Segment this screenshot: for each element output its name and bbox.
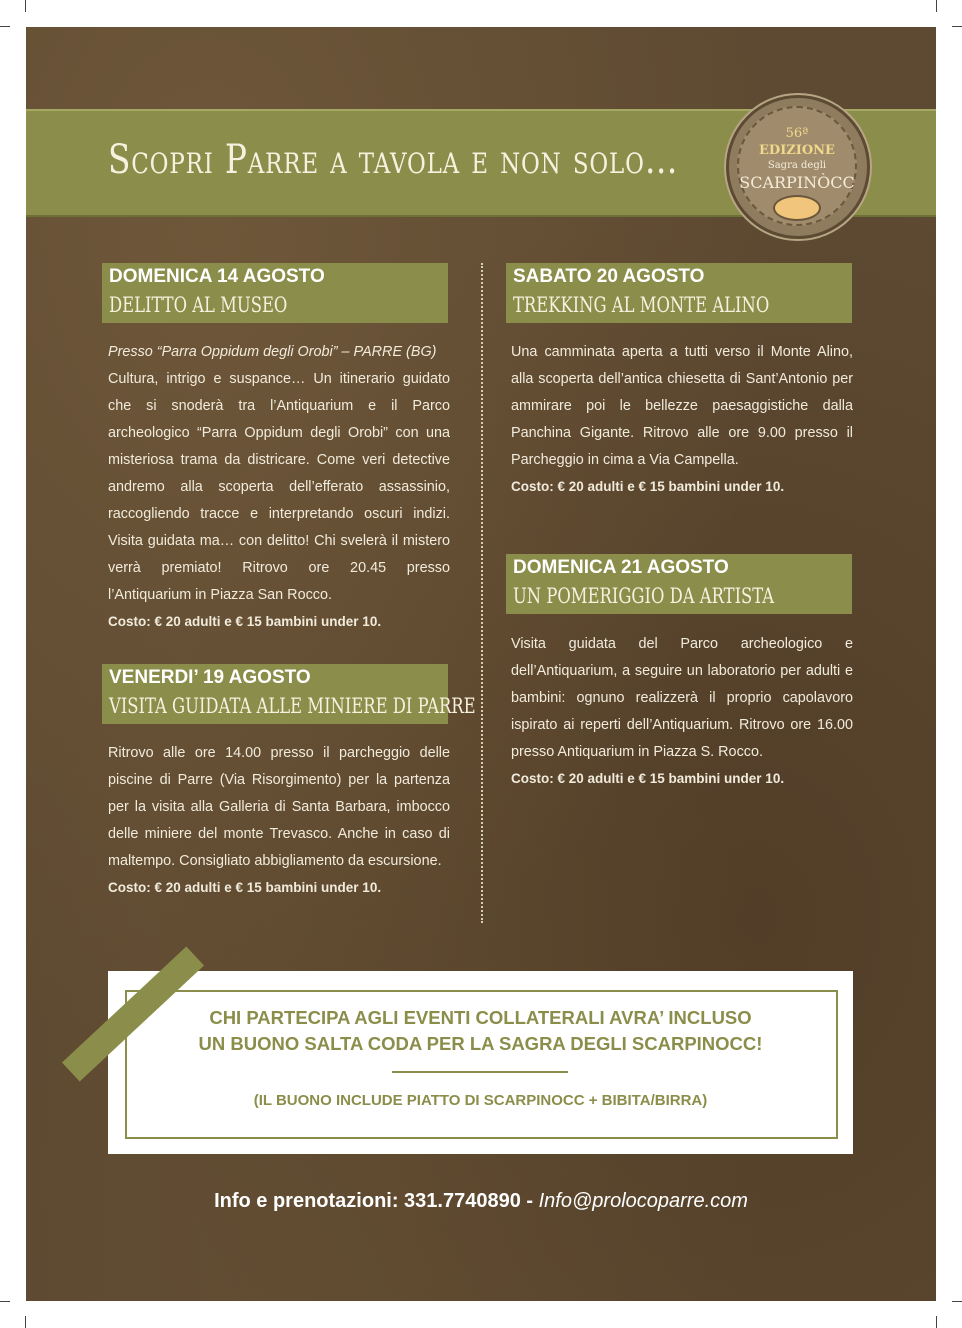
event-cost: Costo: € 20 adulti e € 15 bambini under 10.	[511, 771, 785, 786]
badge-inner-ring	[737, 106, 857, 226]
event-date: DOMENICA 14 AGOSTO	[109, 266, 325, 287]
event-location: Presso “Parra Oppidum degli Orobi” – PARRE (BG)	[108, 344, 437, 360]
crop-mark	[952, 26, 962, 27]
info-box	[108, 971, 853, 1154]
event-body-14-agosto	[108, 339, 450, 635]
event-description: Visita guidata del Parco archeologico e dell’Antiquarium, a seguire un laboratorio per adulti e bambini: ognuno realizzerà il proprio capolavoro ispirato ai reperti dell’Antiquarium. Ritrovo ore 16.00 presso Antiquarium in Piazza S. Rocco.	[511, 636, 853, 760]
badge-sagra-label: Sagra degli	[767, 160, 827, 171]
page-title: Scopri Parre a tavola e non solo…	[108, 137, 679, 183]
crop-mark	[0, 26, 10, 27]
crop-mark	[25, 1316, 26, 1328]
crop-mark	[25, 0, 26, 12]
crop-mark	[952, 1301, 962, 1302]
crop-mark	[936, 1316, 937, 1328]
info-box-divider	[392, 1071, 568, 1073]
event-body-21-agosto	[511, 631, 853, 792]
event-title: UN POMERIGGIO DA ARTISTA	[513, 584, 775, 608]
badge-name: SCARPINÒCC	[739, 173, 855, 192]
event-description: Cultura, intrigo e suspance… Un itinerario guidato che si snoderà tra l’Antiquarium e il Parco archeologico “Parra Oppidum degli Orobi” con una misteriosa trama da districare. Come veri detective andremo alla scoperta dell’efferato assassinio, raccogliendo tracce e interpretando oscuri indizi. Visita guidata ma… con delitto! Chi svelerà il mistero verrà premiato! Ritrovo ore 20.45 presso l’Antiquarium in Piazza San Rocco.	[108, 371, 450, 603]
event-header-19-agosto	[102, 664, 476, 724]
event-cost: Costo: € 20 adulti e € 15 bambini under 10.	[108, 880, 382, 895]
event-header-21-agosto	[506, 554, 852, 614]
event-title: TREKKING AL MONTE ALINO	[513, 293, 770, 317]
footer-label-phone: Info e prenotazioni: 331.7740890 -	[214, 1190, 534, 1212]
event-body-19-agosto	[108, 740, 450, 901]
badge-edition-number: 56ª	[785, 126, 809, 141]
info-box-line-1: CHI PARTECIPA AGLI EVENTI COLLATERALI AVRA’ INCLUSO	[209, 1007, 752, 1028]
event-header-14-agosto	[102, 263, 448, 323]
event-cost: Costo: € 20 adulti e € 15 bambini under 10.	[511, 479, 785, 494]
event-date: SABATO 20 AGOSTO	[513, 266, 705, 287]
event-date: DOMENICA 21 AGOSTO	[513, 557, 729, 578]
info-box-line-2: UN BUONO SALTA CODA PER LA SAGRA DEGLI SCARPINOCC!	[198, 1033, 763, 1054]
flyer-page	[26, 27, 936, 1301]
column-divider	[481, 263, 483, 923]
event-date: VENERDI’ 19 AGOSTO	[109, 667, 311, 688]
event-header-20-agosto	[506, 263, 852, 323]
footer-email-link[interactable]: Info@prolocoparre.com	[538, 1190, 748, 1212]
event-body-20-agosto	[511, 339, 853, 500]
event-title: DELITTO AL MUSEO	[109, 293, 288, 317]
event-description: Ritrovo alle ore 14.00 presso il parcheggio delle piscine di Parre (Via Risorgimento) per la partenza per la visita alla Galleria di Santa Barbara, imbocco delle miniere del monte Trevasco. Anche in caso di maltempo. Consigliato abbigliamento da escursione.	[108, 745, 450, 869]
badge-edition-label: EDIZIONE	[759, 143, 835, 158]
event-description: Una camminata aperta a tutti verso il Monte Alino, alla scoperta dell’antica chiesetta di Sant’Antonio per ammirare poi le bellezze paesaggistiche dalla Panchina Gigante. Ritrovo alle ore 9.00 presso il Parcheggio in cima a Via Campella.	[511, 344, 853, 468]
footer-contact	[26, 1190, 936, 1213]
crop-mark	[0, 1301, 10, 1302]
sagra-badge-logo	[726, 95, 870, 239]
event-cost: Costo: € 20 adulti e € 15 bambini under 10.	[108, 614, 382, 629]
scarpinocc-icon	[773, 195, 821, 221]
info-box-note: (IL BUONO INCLUDE PIATTO DI SCARPINOCC + BIBITA/BIRRA)	[253, 1092, 708, 1109]
crop-mark	[936, 0, 937, 12]
event-title: VISITA GUIDATA ALLE MINIERE DI PARRE	[109, 694, 476, 718]
